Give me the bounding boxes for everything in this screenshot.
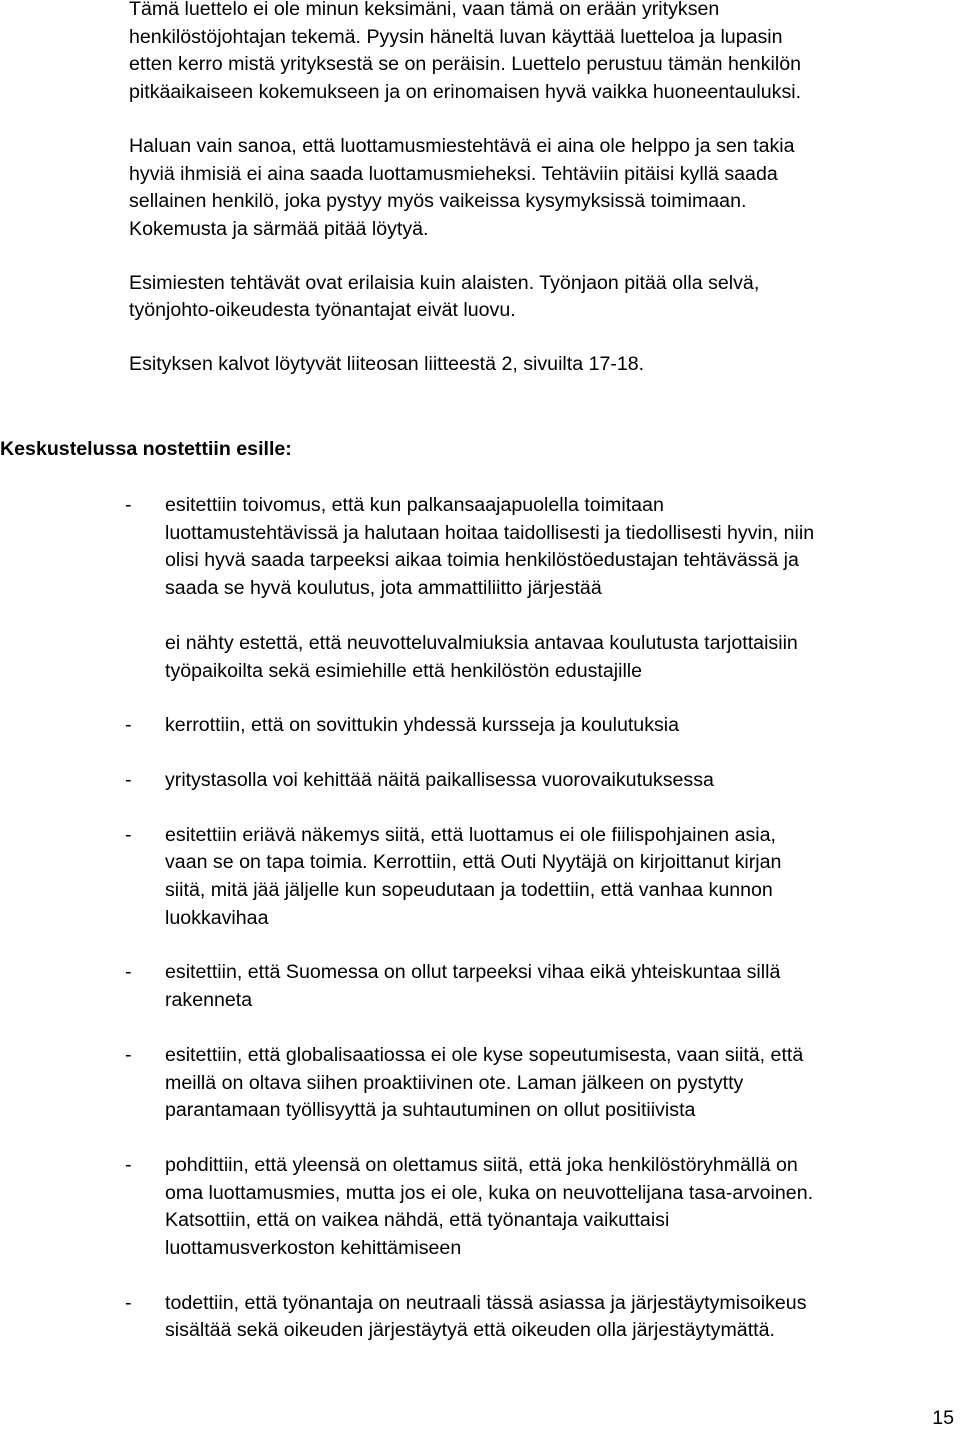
- text-line: siitä, mitä jää jäljelle kun sopeudutaan ja todettiin, että vanhaa kunnon: [165, 879, 773, 902]
- text-line: Haluan vain sanoa, että luottamusmiestehtävä ei aina ole helppo ja sen takia: [129, 134, 795, 157]
- bullet-dash: -: [125, 823, 132, 846]
- bullet-dash: -: [125, 1291, 132, 1314]
- intro-paragraph-2: [129, 133, 959, 244]
- text-line: työnjohto-oikeudesta työnantajat eivät luovu.: [129, 299, 516, 322]
- intro-paragraph-4: [129, 351, 959, 379]
- list-item: [0, 822, 960, 933]
- text-line: esitettiin toivomus, että kun palkansaajapuolella toimitaan: [165, 494, 664, 516]
- text-line: Kokemusta ja särmää pitää löytyä.: [129, 217, 429, 240]
- text-line: esitettiin, että globalisaatiossa ei ole kyse sopeutumisesta, vaan siitä, että: [165, 1043, 804, 1066]
- bullet-dash: -: [125, 961, 132, 984]
- text-line: todettiin, että työnantaja on neutraali tässä asiassa ja järjestäytymisoikeus: [165, 1291, 807, 1314]
- bullet-dash: -: [125, 494, 132, 516]
- text-line: olisi hyvä saada tarpeeksi aikaa toimia henkilöstöedustajan tehtävässä ja: [165, 549, 799, 572]
- bullet-dash: -: [125, 714, 132, 737]
- text-line: pitkäaikaiseen kokemukseen ja on erinomaisen hyvä vaikka huoneentauluksi.: [129, 81, 802, 104]
- text-line: meillä on oltava siihen proaktiivinen ote. Laman jälkeen on pystytty: [165, 1071, 744, 1094]
- list-item: [0, 767, 960, 795]
- text-line: kerrottiin, että on sovittukin yhdessä kursseja ja koulutuksia: [165, 714, 680, 737]
- text-line: luottamustehtävissä ja halutaan hoitaa taidollisesti ja tiedollisesti hyvin, niin: [165, 521, 815, 544]
- bullet-dash: -: [125, 1153, 132, 1176]
- text-line: Tämä luettelo ei ole minun keksimäni, vaan tämä on erään yrityksen: [129, 0, 720, 20]
- text-line: ei nähty estettä, että neuvotteluvalmiuksia antavaa koulutusta tarjottaisiin: [165, 631, 798, 654]
- text-line: hyviä ihmisiä ei aina saada luottamusmieheksi. Tehtäviin pitäisi kyllä saada: [129, 162, 778, 185]
- list-item: [0, 1290, 960, 1345]
- page-number: 15: [932, 1407, 954, 1429]
- bullet-dash: -: [125, 1043, 132, 1066]
- text-line: henkilöstöjohtajan tekemä. Pyysin häneltä luvan käyttää luetteloa ja lupasin: [129, 25, 783, 48]
- text-line: Esimiesten tehtävät ovat erilaisia kuin alaisten. Työnjaon pitää olla selvä,: [129, 271, 760, 294]
- text-line: luokkavihaa: [165, 906, 269, 929]
- text-line: sellainen henkilö, joka pystyy myös vaikeissa kysymyksissä toimimaan.: [129, 190, 747, 213]
- discussion-heading: Keskustelussa nostettiin esille:: [0, 438, 292, 460]
- text-line: oma luottamusmies, mutta jos ei ole, kuka on neuvottelijana tasa-arvoinen.: [165, 1181, 814, 1204]
- discussion-list: [0, 492, 960, 1372]
- list-item: [0, 959, 960, 1014]
- text-line: etten kerro mistä yrityksestä se on peräisin. Luettelo perustuu tämän henkilön: [129, 53, 801, 76]
- list-item: [0, 1152, 960, 1263]
- list-item: [0, 712, 960, 740]
- text-line: työpaikoilta sekä esimiehille että henkilöstön edustajille: [165, 659, 643, 682]
- text-line: Esityksen kalvot löytyvät liiteosan liitteestä 2, sivuilta 17-18.: [129, 353, 645, 376]
- text-line: luottamusverkoston kehittämiseen: [165, 1237, 462, 1260]
- list-item: [0, 492, 960, 603]
- text-line: Katsottiin, että on vaikea nähdä, että työnantaja vaikuttaisi: [165, 1209, 670, 1232]
- text-line: saada se hyvä koulutus, jota ammattiliitto järjestää: [165, 577, 602, 600]
- text-line: esitettiin eriävä näkemys siitä, että luottamus ei ole fiilispohjainen asia,: [165, 823, 776, 846]
- text-line: yritystasolla voi kehittää näitä paikallisessa vuorovaikutuksessa: [165, 768, 714, 791]
- intro-paragraph-3: [129, 270, 959, 325]
- bullet-dash: -: [125, 768, 132, 791]
- intro-paragraph-1: [129, 0, 959, 107]
- intro-section: [129, 0, 959, 405]
- list-item: [0, 1042, 960, 1125]
- text-line: rakenneta: [165, 989, 253, 1012]
- text-line: parantamaan työllisyyttä ja suhtautuminen on ollut positiivista: [165, 1099, 696, 1122]
- list-item-continuation: [0, 630, 960, 685]
- text-line: pohdittiin, että yleensä on olettamus siitä, että joka henkilöstöryhmällä on: [165, 1153, 798, 1176]
- text-line: sisältää sekä oikeuden järjestäytyä että oikeuden olla järjestäytymättä.: [165, 1319, 775, 1342]
- text-line: esitettiin, että Suomessa on ollut tarpeeksi vihaa eikä yhteiskuntaa sillä: [165, 961, 781, 984]
- text-line: vaan se on tapa toimia. Kerrottiin, että Outi Nyytäjä on kirjoittanut kirjan: [165, 851, 782, 874]
